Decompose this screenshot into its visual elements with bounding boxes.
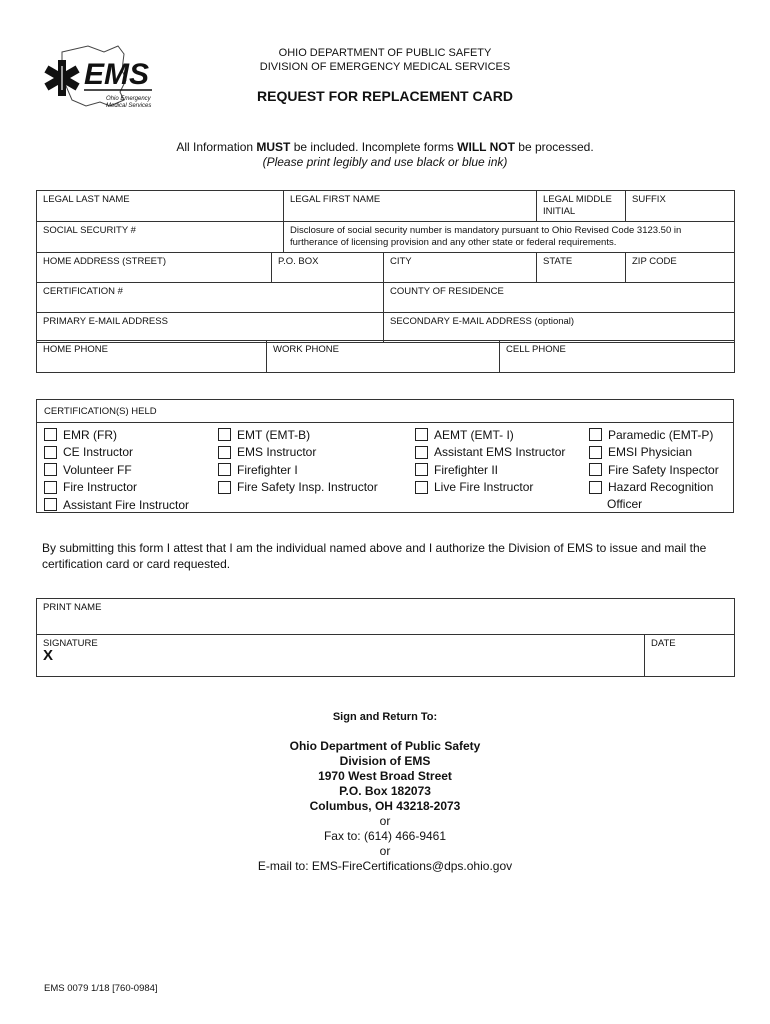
cert-column-2: [218, 426, 378, 496]
cert-checkbox-paramedic[interactable]: Paramedic (EMT-P): [589, 426, 719, 444]
suffix-field[interactable]: SUFFIX: [626, 191, 735, 222]
cert-checkbox-emr[interactable]: EMR (FR): [44, 426, 189, 444]
certifications-header: CERTIFICATION(S) HELD: [44, 406, 157, 417]
cert-checkbox-ce-instructor[interactable]: CE Instructor: [44, 444, 189, 462]
cert-column-1: [44, 426, 189, 514]
cert-label-continuation: Officer: [607, 497, 643, 511]
personal-info-table: [36, 190, 735, 343]
checkbox-icon[interactable]: [44, 446, 57, 459]
sign-and-return-heading: Sign and Return To:: [332, 711, 438, 723]
ssn-field[interactable]: SOCIAL SECURITY #: [37, 222, 284, 253]
cert-checkbox-fire-safety-insp-instructor[interactable]: Fire Safety Insp. Instructor: [218, 479, 378, 497]
signature-x-mark: X: [43, 647, 54, 664]
cert-checkbox-firefighter-2[interactable]: Firefighter II: [415, 461, 565, 479]
checkbox-icon[interactable]: [589, 481, 602, 494]
address-line-4: P.O. Box 182073: [339, 784, 431, 798]
checkbox-icon[interactable]: [589, 446, 602, 459]
checkbox-icon[interactable]: [44, 498, 57, 511]
checkbox-icon[interactable]: [415, 481, 428, 494]
cert-checkbox-ems-instructor[interactable]: EMS Instructor: [218, 444, 378, 462]
email-line: E-mail to: EMS-FireCertifications@dps.ohio.gov: [257, 859, 513, 873]
checkbox-icon[interactable]: [44, 428, 57, 441]
checkbox-icon[interactable]: [415, 428, 428, 441]
checkbox-icon[interactable]: [589, 463, 602, 476]
work-phone-field[interactable]: WORK PHONE: [267, 341, 500, 373]
checkbox-icon[interactable]: [44, 481, 57, 494]
cell-phone-field[interactable]: CELL PHONE: [500, 341, 735, 373]
cert-checkbox-firefighter-1[interactable]: Firefighter I: [218, 461, 378, 479]
phone-table: [36, 340, 735, 373]
attestation-text: By submitting this form I attest that I am the individual named above and I authorize the Division of EMS to issue and mail the certification card or card requested.: [42, 541, 707, 571]
checkbox-icon[interactable]: [218, 428, 231, 441]
checkbox-icon[interactable]: [415, 463, 428, 476]
certifications-box: [36, 399, 734, 513]
ssn-disclosure: Disclosure of social security number is mandatory pursuant to Ohio Revised Code 3123.50 in furtherance of licensing provision and any other state or federal requirements.: [284, 222, 735, 253]
notice-line-2: (Please print legibly and use black or blue ink): [262, 155, 508, 169]
dept-line-2: DIVISION OF EMERGENCY MEDICAL SERVICES: [259, 61, 511, 73]
cert-checkbox-emsi-physician[interactable]: EMSI Physician: [589, 444, 719, 462]
address-line-2: Division of EMS: [339, 754, 431, 768]
checkbox-icon[interactable]: [415, 446, 428, 459]
address-line-5: Columbus, OH 43218-2073: [309, 799, 461, 813]
certification-number-field[interactable]: CERTIFICATION #: [37, 283, 384, 313]
signature-field[interactable]: [37, 635, 645, 677]
checkbox-icon[interactable]: [218, 446, 231, 459]
divider: [37, 422, 733, 423]
county-field[interactable]: COUNTY OF RESIDENCE: [384, 283, 735, 313]
po-box-field[interactable]: P.O. BOX: [272, 253, 384, 283]
legal-last-name-field[interactable]: LEGAL LAST NAME: [37, 191, 284, 222]
or-separator-2: or: [379, 844, 391, 858]
form-title: REQUEST FOR REPLACEMENT CARD: [257, 88, 513, 104]
zip-code-field[interactable]: ZIP CODE: [626, 253, 735, 283]
fax-line: Fax to: (614) 466-9461: [323, 829, 447, 843]
cert-checkbox-fire-safety-inspector[interactable]: Fire Safety Inspector: [589, 461, 719, 479]
cert-column-4: [589, 426, 719, 514]
print-name-field[interactable]: PRINT NAME: [37, 599, 735, 635]
address-line-1: Ohio Department of Public Safety: [289, 739, 481, 753]
checkbox-icon[interactable]: [44, 463, 57, 476]
cert-checkbox-emt[interactable]: EMT (EMT-B): [218, 426, 378, 444]
cert-checkbox-fire-instructor[interactable]: Fire Instructor: [44, 479, 189, 497]
cert-checkbox-volunteer-ff[interactable]: Volunteer FF: [44, 461, 189, 479]
home-address-field[interactable]: HOME ADDRESS (STREET): [37, 253, 272, 283]
cert-checkbox-assistant-ems-instructor[interactable]: Assistant EMS Instructor: [415, 444, 565, 462]
cert-checkbox-live-fire-instructor[interactable]: Live Fire Instructor: [415, 479, 565, 497]
secondary-email-field[interactable]: SECONDARY E-MAIL ADDRESS (optional): [384, 313, 735, 343]
checkbox-icon[interactable]: [218, 481, 231, 494]
dept-line-1: OHIO DEPARTMENT OF PUBLIC SAFETY: [278, 47, 492, 59]
signature-table: [36, 598, 735, 677]
cert-checkbox-aemt[interactable]: AEMT (EMT- I): [415, 426, 565, 444]
form-number: EMS 0079 1/18 [760-0984]: [44, 983, 158, 994]
cert-checkbox-assistant-fire-instructor[interactable]: Assistant Fire Instructor: [44, 496, 189, 514]
svg-text:Medical Services: Medical Services: [106, 103, 152, 109]
signature-label: SIGNATURE: [43, 638, 98, 649]
cert-checkbox-hazard-recognition-officer[interactable]: Hazard Recognition: [589, 479, 719, 497]
or-separator-1: or: [379, 814, 391, 828]
primary-email-field[interactable]: PRIMARY E-MAIL ADDRESS: [37, 313, 384, 343]
svg-text:Ohio Emergency: Ohio Emergency: [106, 96, 151, 102]
city-field[interactable]: CITY: [384, 253, 537, 283]
notice-line-1: All Information MUST be included. Incomplete forms WILL NOT be processed.: [176, 140, 594, 154]
cert-column-3: [415, 426, 565, 496]
svg-text:EMS: EMS: [84, 58, 150, 91]
home-phone-field[interactable]: HOME PHONE: [37, 341, 267, 373]
legal-first-name-field[interactable]: LEGAL FIRST NAME: [284, 191, 537, 222]
state-field[interactable]: STATE: [537, 253, 626, 283]
address-line-3: 1970 West Broad Street: [318, 769, 452, 783]
date-field[interactable]: DATE: [645, 635, 735, 677]
legal-middle-initial-field[interactable]: LEGAL MIDDLE INITIAL: [537, 191, 626, 222]
checkbox-icon[interactable]: [589, 428, 602, 441]
checkbox-icon[interactable]: [218, 463, 231, 476]
return-address: [0, 739, 770, 874]
